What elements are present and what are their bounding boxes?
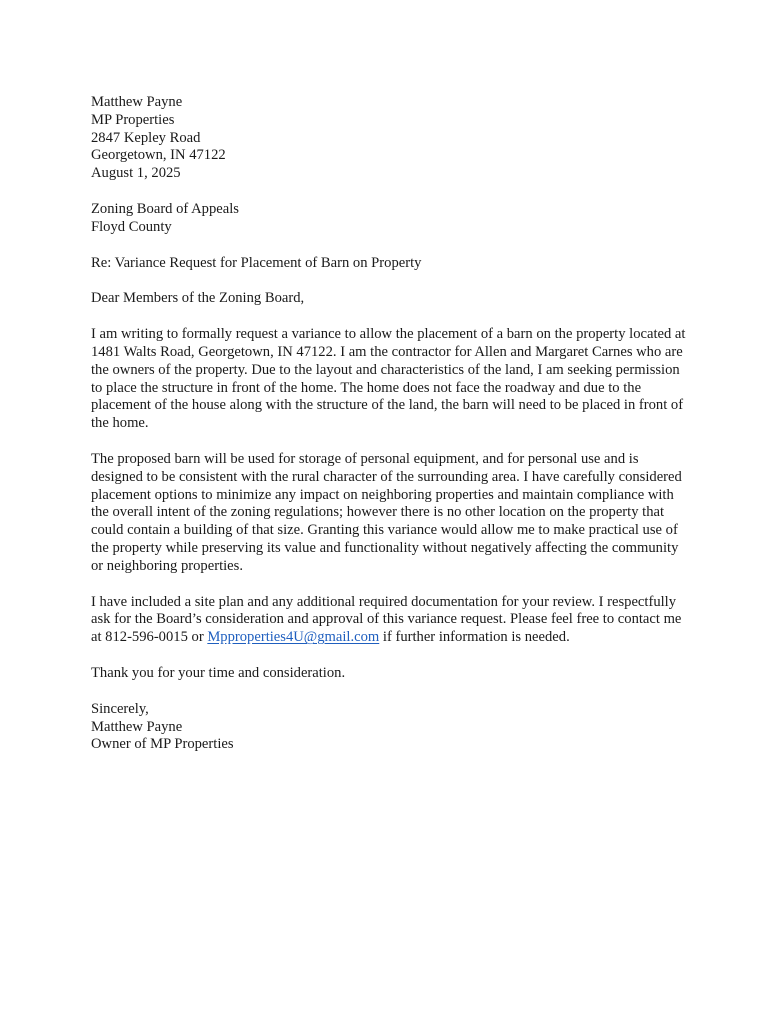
- salutation: Dear Members of the Zoning Board,: [91, 290, 305, 307]
- signature-block: [91, 701, 691, 754]
- letter-body: [91, 94, 691, 754]
- paragraph-3-text-before: I have included a site plan and any additional required documentation for your review. I respectfully ask for the Board’s consideration and approval of this variance request. Please feel free to contact me at 812-596-0015 or: [91, 593, 682, 646]
- recipient-name: Zoning Board of Appeals: [91, 200, 239, 217]
- sender-address-block: [91, 94, 691, 183]
- sender-city-state-zip: Georgetown, IN 47122: [91, 147, 226, 164]
- body-paragraph-4: Thank you for your time and consideration.: [91, 664, 346, 681]
- valediction: Sincerely,: [91, 700, 149, 717]
- recipient-address-block: [91, 201, 691, 237]
- recipient-county: Floyd County: [91, 218, 172, 235]
- sender-company: MP Properties: [91, 111, 175, 128]
- body-paragraph-3: [91, 594, 691, 647]
- sender-name: Matthew Payne: [91, 94, 183, 110]
- signer-name: Matthew Payne: [91, 718, 183, 735]
- subject-line: Re: Variance Request for Placement of Barn on Property: [91, 254, 422, 271]
- paragraph-3-text-after: if further information is needed.: [379, 629, 570, 646]
- signer-title: Owner of MP Properties: [91, 736, 234, 753]
- body-paragraph-2: The proposed barn will be used for storage of personal equipment, and for personal use and is designed to be consistent with the rural character of the surrounding area. I have carefully considered placement options to minimize any impact on neighboring properties and maintain compliance with the overall intent of the zoning regulations; however there is no other location on the property that could contain a building of that size. Granting this variance would allow me to make practical use of the property while preserving its value and functionality without negatively affecting the community or neighboring properties.: [91, 450, 682, 574]
- email-link[interactable]: Mpproperties4U@gmail.com: [207, 629, 380, 646]
- sender-street: 2847 Kepley Road: [91, 129, 201, 146]
- letter-date: August 1, 2025: [91, 165, 181, 182]
- body-paragraph-1: I am writing to formally request a variance to allow the placement of a barn on the property located at 1481 Walts Road, Georgetown, IN 47122. I am the contractor for Allen and Margaret Carnes who are the owners of the property. Due to the layout and characteristics of the land, I am seeking permission to place the structure in front of the home. The home does not face the roadway and due to the placement of the house along with the structure of the land, the barn will need to be placed in front of the home.: [91, 326, 686, 432]
